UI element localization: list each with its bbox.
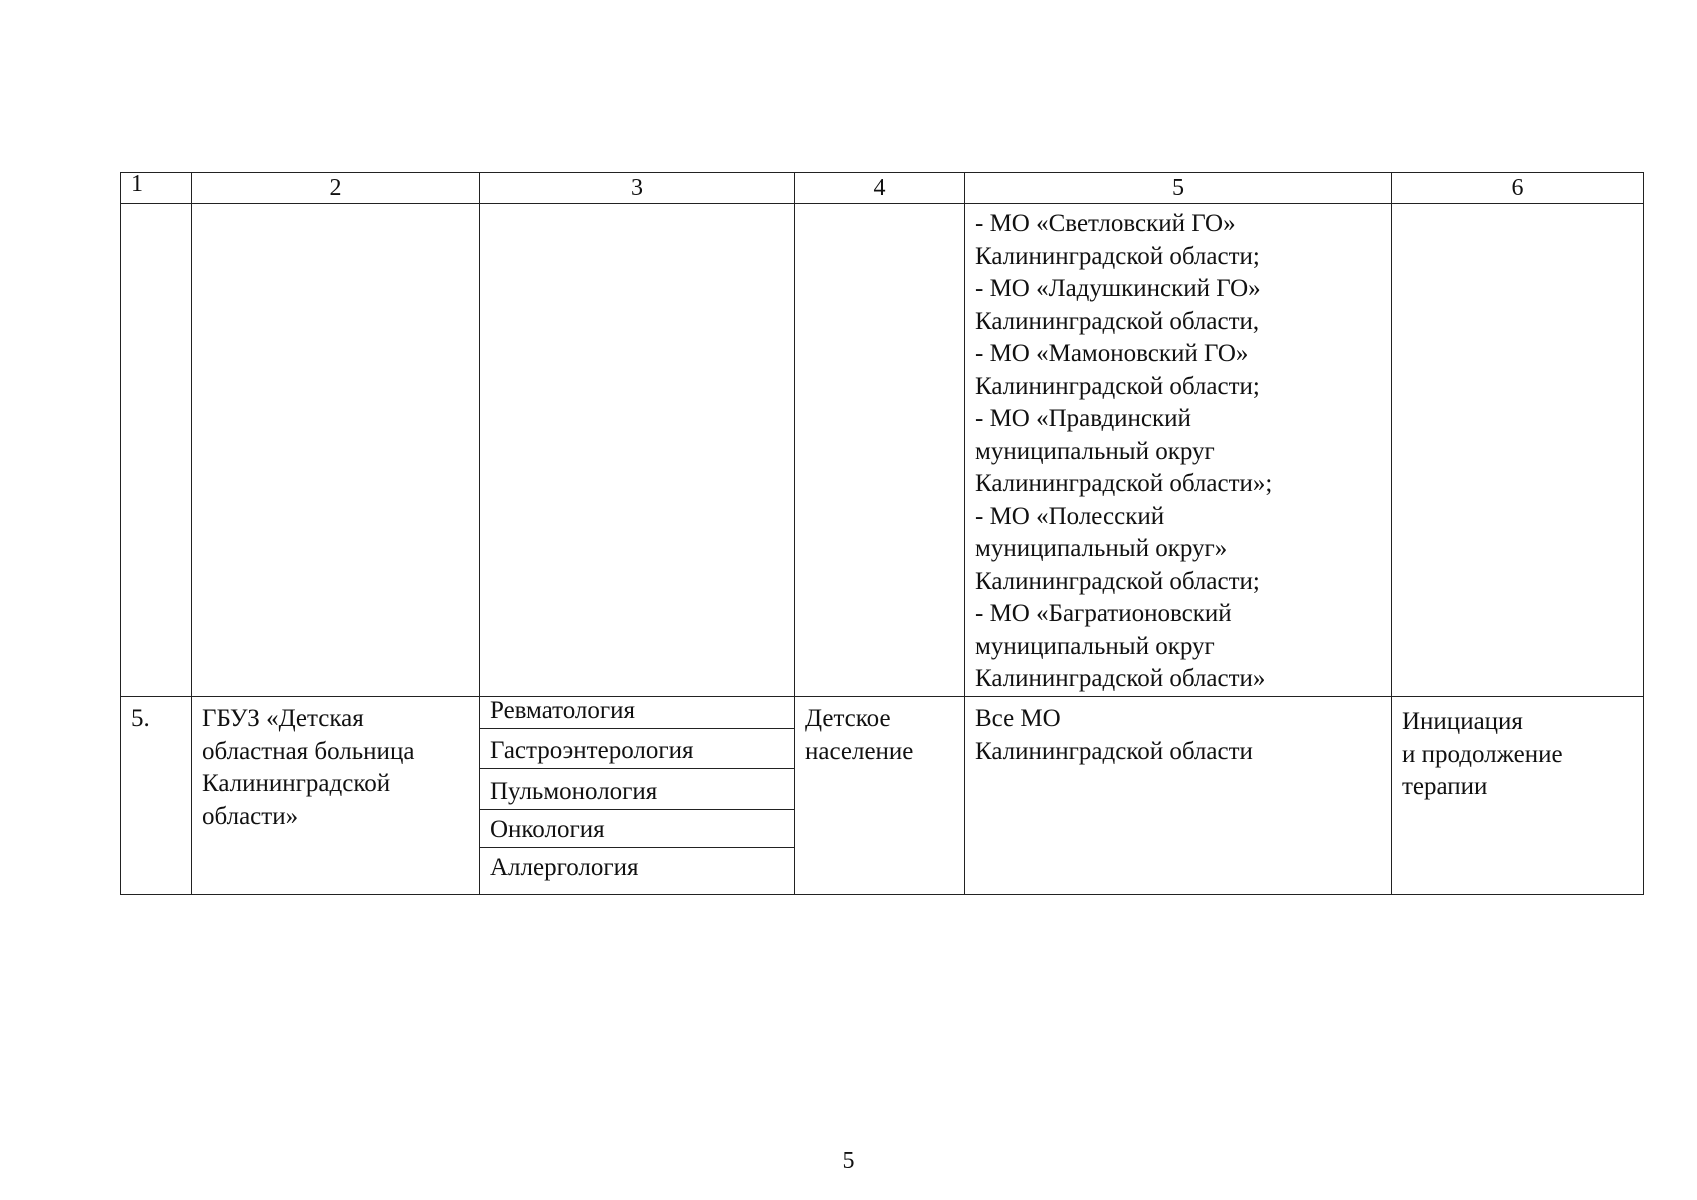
therapy-cell [1392,697,1644,895]
municipality-line: Калининградской области»; [975,470,1273,497]
therapy-line: Инициация [1402,708,1523,735]
institution-line: Калининградской [202,770,391,797]
population-line: население [805,737,914,765]
territory-cell [965,697,1392,895]
column-number: 6 [1392,173,1644,204]
municipality-line: Калининградской области; [975,567,1260,595]
specialty-item: Аллергология [490,854,639,881]
column-number: 3 [480,173,795,204]
territory-line: Калининградской области [975,737,1253,765]
specialty-item: Ревматология [480,697,794,729]
municipality-line: - МО «Полесский [975,502,1165,530]
municipality-line: муниципальный округ [975,632,1215,660]
specialty-item: Гастроэнтерология [480,729,794,769]
specialty-cell [480,697,795,895]
specialty-item: Онкология [480,810,794,848]
empty-cell [121,204,192,697]
municipality-line: - МО «Ладушкинский ГО» [975,275,1261,302]
population-cell [795,697,965,895]
municipality-line: Калининградской области» [975,665,1266,692]
municipality-line: муниципальный округ [975,437,1215,465]
empty-cell [192,204,480,697]
institution-line: области» [202,802,299,830]
territory-line: Все МО [975,705,1061,732]
empty-cell [480,204,795,697]
institution-line: ГБУЗ «Детская [202,705,364,732]
routing-table [120,172,1644,895]
municipality-list-cell [965,204,1392,697]
institution-cell [192,697,480,895]
continued-row [121,204,1644,697]
municipality-line: - МО «Правдинский [975,405,1191,432]
specialty-item: Пульмонология [480,769,794,810]
empty-cell [795,204,965,697]
therapy-line: терапии [1402,773,1488,800]
therapy-line: и продолжение [1402,740,1563,768]
table-row [121,697,1644,895]
municipality-line: - МО «Багратионовский [975,600,1232,627]
municipality-line: Калининградской области; [975,372,1260,400]
empty-cell [1392,204,1644,697]
institution-line: областная больница [202,737,415,765]
population-line: Детское [805,705,891,732]
column-number: 1 [121,173,192,204]
column-number: 4 [795,173,965,204]
column-number-row [121,173,1644,204]
municipality-line: Калининградской области; [975,242,1260,270]
row-number: 5. [121,697,192,895]
column-number: 5 [965,173,1392,204]
page-number: 5 [842,1148,855,1174]
municipality-line: Калининградской области, [975,307,1260,335]
column-number: 2 [192,173,480,204]
specialty-list [480,697,794,885]
municipality-line: - МО «Светловский ГО» [975,210,1236,237]
municipality-line: - МО «Мамоновский ГО» [975,340,1249,367]
municipality-line: муниципальный округ» [975,535,1228,562]
